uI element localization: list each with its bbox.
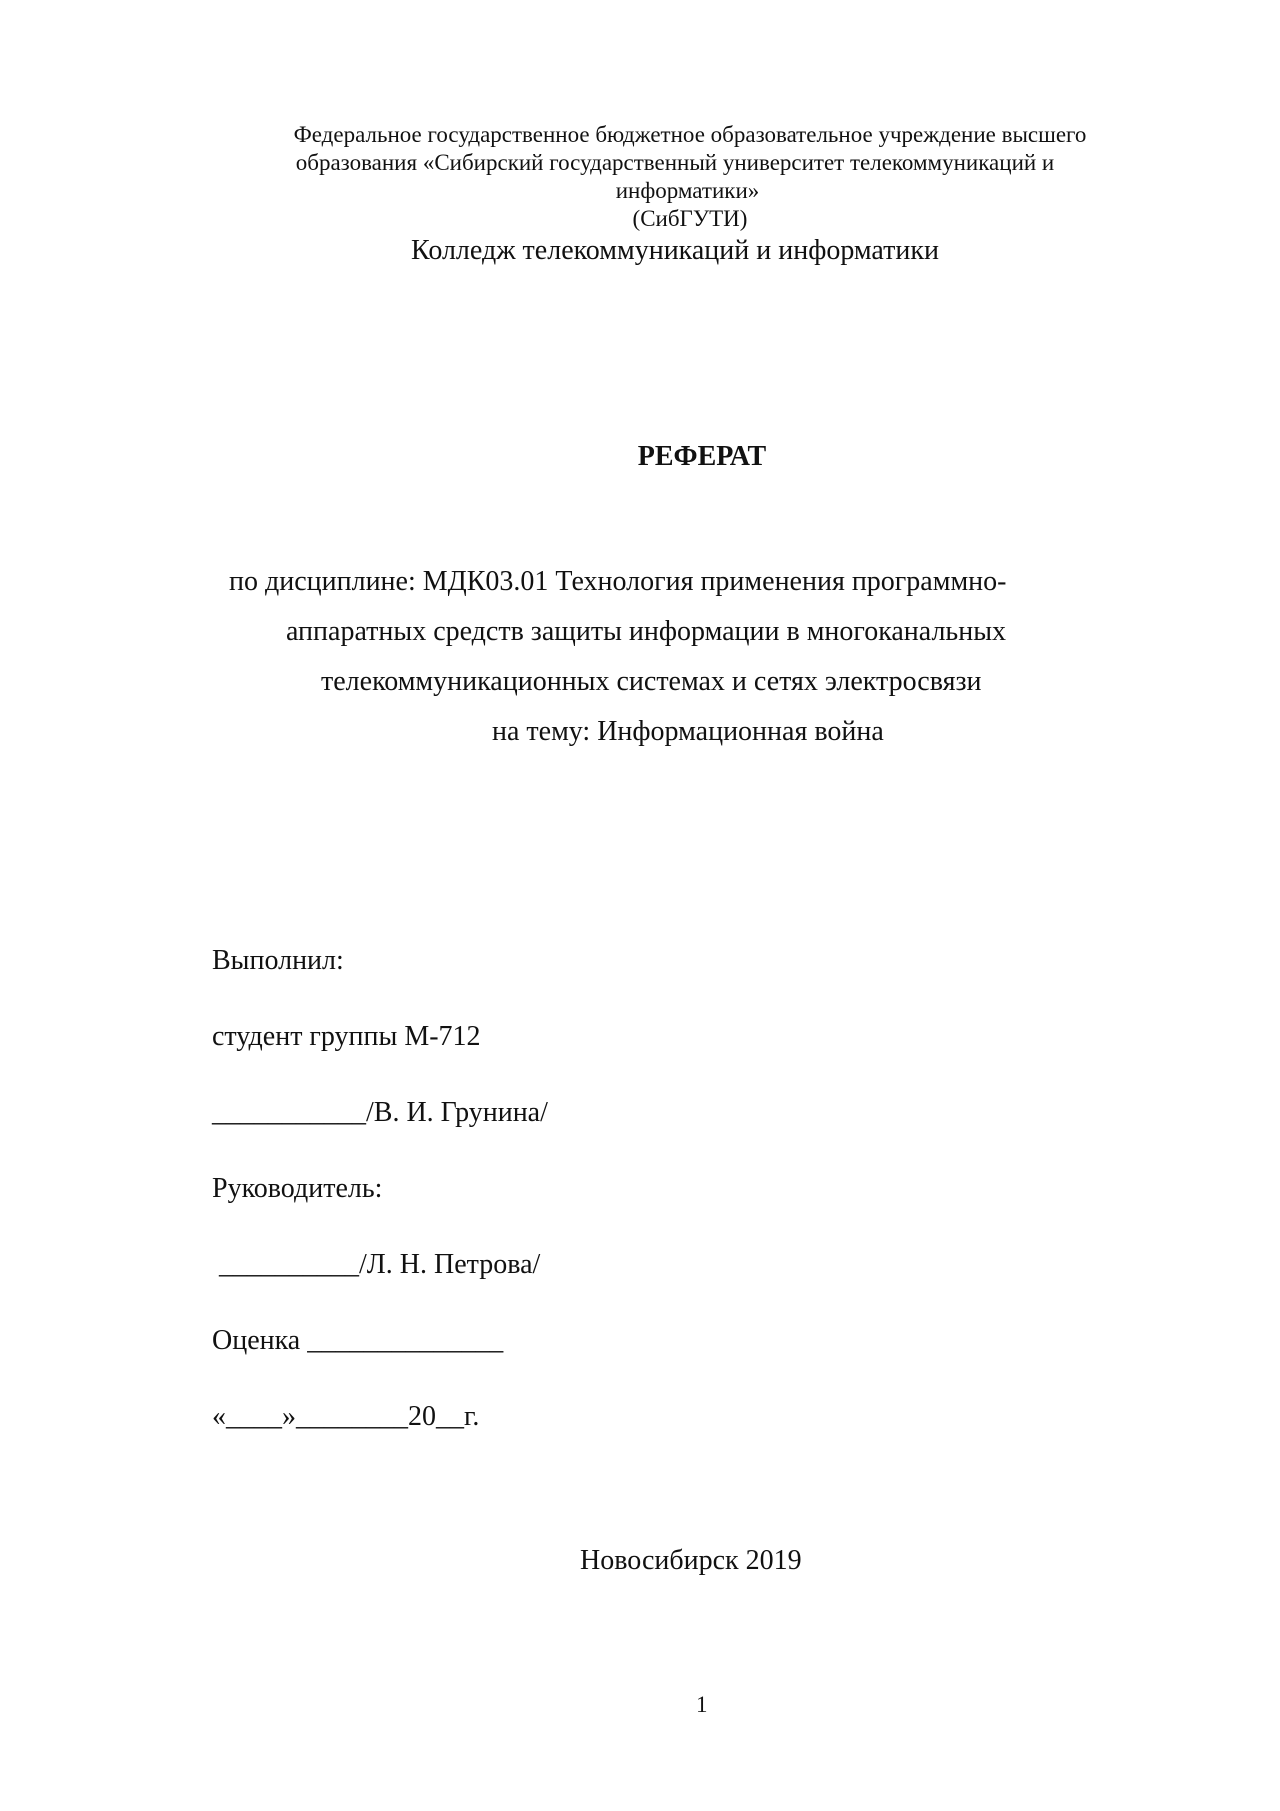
- supervisor-label: Руководитель:: [212, 1173, 383, 1204]
- discipline-line-3: телекоммуникационных системах и сетях электросвязи: [321, 666, 982, 697]
- page-number: 1: [696, 1692, 708, 1717]
- institution-line-1: Федеральное государственное бюджетное образовательное учреждение высшего: [293, 122, 1087, 147]
- institution-abbreviation: (СибГУТИ): [632, 206, 748, 231]
- student-signature: ___________/В. И. Грунина/: [212, 1097, 548, 1128]
- city-year: Новосибирск 2019: [580, 1545, 802, 1576]
- grade-line: Оценка ______________: [212, 1325, 504, 1356]
- college-name: Колледж телекоммуникаций и информатики: [411, 235, 939, 266]
- supervisor-signature: __________/Л. Н. Петрова/: [212, 1249, 541, 1280]
- topic: на тему: Информационная война: [492, 716, 884, 747]
- date-line: «____»________20__г.: [212, 1401, 480, 1432]
- performed-label: Выполнил:: [212, 945, 344, 976]
- document-title: РЕФЕРАТ: [637, 441, 767, 472]
- discipline-line-2: аппаратных средств защиты информации в многоканальных: [286, 616, 1007, 647]
- discipline-line-1: по дисциплине: МДК03.01 Технология применения программно-: [229, 566, 1007, 597]
- institution-line-3: информатики»: [615, 178, 760, 203]
- institution-line-2: образования «Сибирский государственный университет телекоммуникаций и: [295, 150, 1055, 175]
- student-group: студент группы М-712: [212, 1021, 481, 1052]
